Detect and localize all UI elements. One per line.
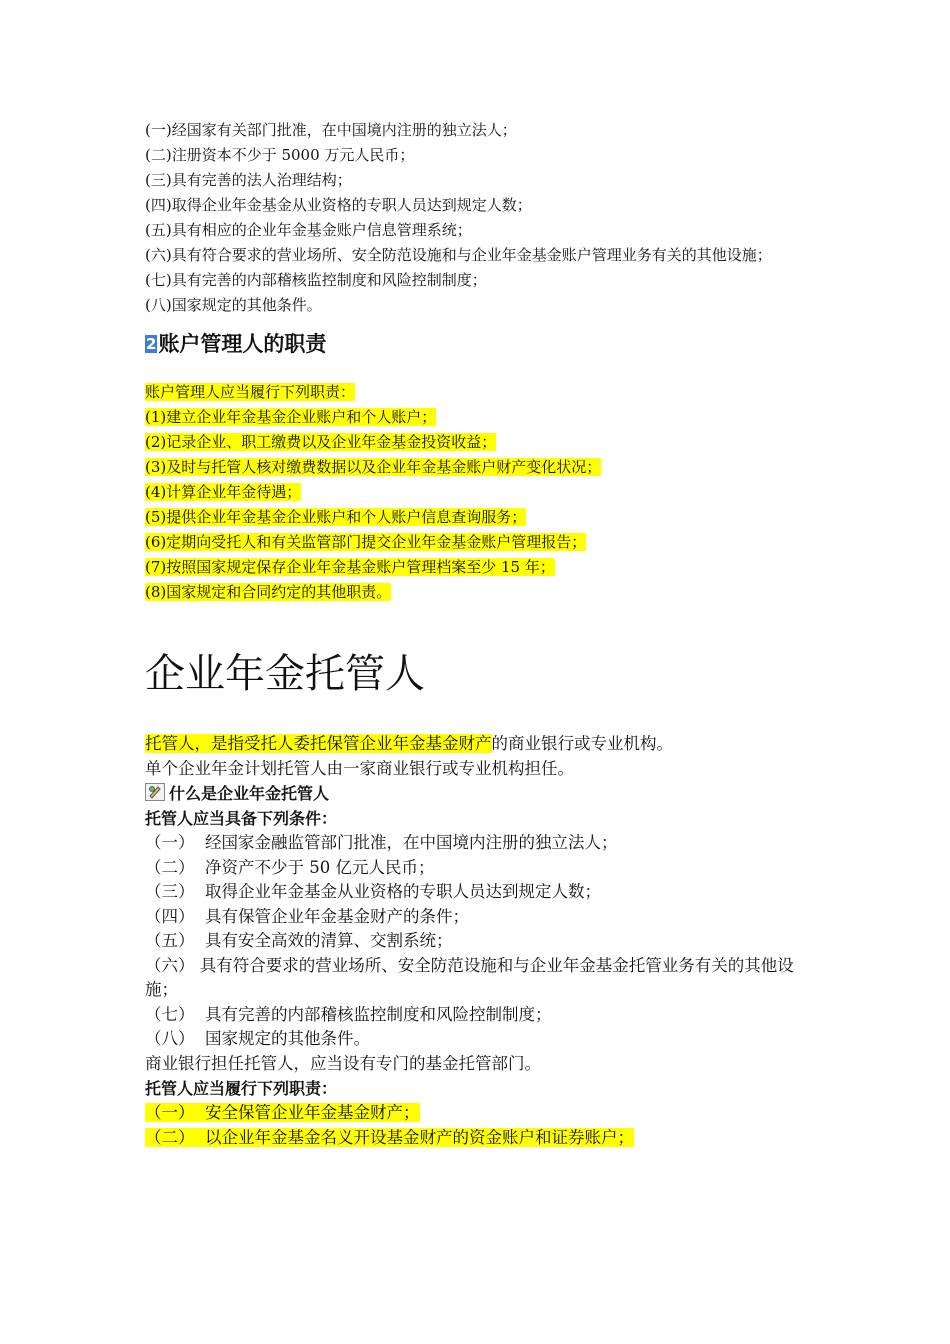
list-item: (5)提供企业年金基金企业账户和个人账户信息查询服务； [145,508,527,526]
bank-note: 商业银行担任托管人，应当设有专门的基金托管部门。 [145,1053,541,1073]
list-item: (4)计算企业年金待遇； [145,483,302,501]
duties-list [145,380,815,605]
list-item: (五)具有相应的企业年金基金账户信息管理系统； [145,221,472,239]
list-item: （八） 国家规定的其他条件。 [145,1029,370,1048]
list-item: (2)记录企业、职工缴费以及企业年金基金投资收益； [145,433,497,451]
custodian-conditions-list [145,831,815,1052]
list-item: (四)取得企业年金基金从业资格的专职人员达到规定人数； [145,196,532,214]
list-item: (8)国家规定和合同约定的其他职责。 [145,583,392,601]
duties-heading: 托管人应当履行下列职责： [145,1079,338,1098]
list-item: (八)国家规定的其他条件。 [145,296,322,314]
list-item: (七)具有完善的内部稽核监控制度和风险控制制度； [145,271,487,289]
list-item: （五） 具有安全高效的清算、交割系统； [145,931,453,950]
conditions-heading: 托管人应当具备下列条件： [145,809,338,828]
list-item: （二） 以企业年金基金名义开设基金财产的资金账户和证券账户； [145,1127,634,1147]
list-item: (7)按照国家规定保存企业年金基金账户管理档案至少 15 年； [145,558,555,576]
definition-highlight: 托管人，是指受托人委托保管企业年金基金财产 [145,734,492,753]
definition-rest: 的商业银行或专业机构。 [491,734,673,753]
custodian-duties-list [145,1101,815,1150]
list-item: （三） 取得企业年金基金从业资格的专职人员达到规定人数； [145,882,601,901]
list-item: (3)及时与托管人核对缴费数据以及企业年金基金账户财产变化状况； [145,458,602,476]
what-is-link[interactable] [145,781,815,806]
single-plan-note: 单个企业年金计划托管人由一家商业银行或专业机构担任。 [145,758,574,778]
list-item: （一） 经国家金融监管部门批准，在中国境内注册的独立法人； [145,833,618,852]
heading-number: 2 [146,335,157,353]
duties-intro: 账户管理人应当履行下列职责： [145,383,356,401]
definition-paragraph [145,732,815,757]
list-item: (二)注册资本不少于 5000 万元人民币； [145,146,415,164]
what-is-label: 什么是企业年金托管人 [169,784,330,803]
list-item: (六)具有符合要求的营业场所、安全防范设施和与企业年金基金账户管理业务有关的其他设施； [145,246,772,264]
list-item: （四） 具有保管企业年金基金财产的条件； [145,906,469,926]
note-icon [145,783,165,801]
list-item: （七） 具有完善的内部稽核监控制度和风险控制制度； [145,1004,552,1024]
list-item: （一） 安全保管企业年金基金财产； [145,1103,420,1122]
conditions-list [145,118,815,318]
list-item: (1)建立企业年金基金企业账户和个人账户； [145,408,437,426]
section-heading [145,329,815,359]
heading-text: 账户管理人的职责 [158,332,327,356]
page-title: 企业年金托管人 [145,651,425,697]
list-item: (三)具有完善的法人治理结构； [145,171,352,189]
list-item: (6)定期向受托人和有关监管部门提交企业年金基金账户管理报告； [145,533,587,551]
list-item: (一)经国家有关部门批准，在中国境内注册的独立法人； [145,121,517,139]
list-item: （六） 具有符合要求的营业场所、安全防范设施和与企业年金基金托管业务有关的其他设施； [145,955,794,999]
list-item: （二） 净资产不少于 50 亿元人民币； [145,857,435,877]
document-page [145,118,815,1150]
